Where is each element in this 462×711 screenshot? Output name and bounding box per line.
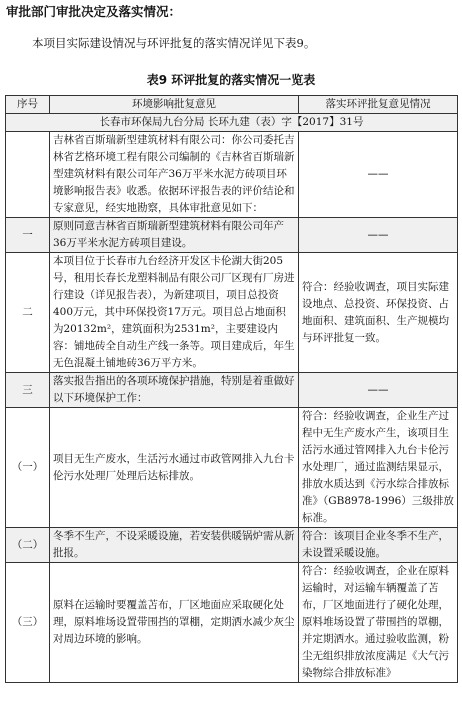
intro-paragraph: 本项目实际建设情况与环评批复的落实情况详见下表9。 bbox=[32, 36, 316, 50]
header-opinion: 环境影响批复意见 bbox=[50, 96, 299, 114]
approval-table bbox=[5, 95, 458, 683]
row-status: 符合：该项目企业冬季不生产，未设置采暖设施。 bbox=[299, 528, 458, 563]
table-row bbox=[6, 528, 458, 563]
row-status: 符合：经验收调查，企业生产过程中无生产废水产生，该项目生活污水通过管网排入九台卡伦污水处理厂，通过监测结果显示，排放水质达到《污水综合排放标准》（GB8978-1996）三级排放标准。 bbox=[299, 408, 458, 528]
header-row bbox=[6, 96, 458, 114]
row-status: —— bbox=[299, 373, 458, 408]
table-row bbox=[6, 373, 458, 408]
table-row bbox=[6, 408, 458, 528]
row-status: —— bbox=[299, 132, 458, 218]
row-seq: 三 bbox=[6, 373, 50, 408]
section-heading: 审批部门审批决定及落实情况： bbox=[6, 4, 182, 19]
row-opinion: 本项目位于长春市九台经济开发区卡伦湖大街205号，租用长春长龙塑料制品有限公司厂区现有厂房进行建设（详见报告表），为新建项目，项目总投资400万元，其中环保投资17万元。项目总占地面积为20132m²，建筑面积为2531m²，主要建设内容：铺地砖全自动生产线一条等。项目建成后，年生无色混凝土铺地砖36万平方米。 bbox=[50, 253, 299, 373]
row-status: 符合：经验收调查，企业在原料运输时，对运输车辆覆盖了苫布，厂区地面进行了硬化处理，原料堆场设置了带围挡的罩棚，并定期洒水。通过验收监测，粉尘无组织排放浓度满足《大气污染物综合排放标准》 bbox=[299, 563, 458, 683]
row-seq: （一） bbox=[6, 408, 50, 528]
row-seq bbox=[6, 132, 50, 218]
header-status: 落实环评批复意见情况 bbox=[299, 96, 458, 114]
row-opinion: 项目无生产废水，生活污水通过市政管网排入九台卡伦污水处理厂处理后达标排放。 bbox=[50, 408, 299, 528]
table-row bbox=[6, 218, 458, 253]
row-seq: 一 bbox=[6, 218, 50, 253]
table-row bbox=[6, 253, 458, 373]
header-seq: 序号 bbox=[6, 96, 50, 114]
row-status: —— bbox=[299, 218, 458, 253]
subtitle-row bbox=[6, 114, 458, 132]
row-status: 符合：经验收调查，项目实际建设地点、总投资、环保投资、占地面积、建筑面积、生产规模均与环评批复一致。 bbox=[299, 253, 458, 373]
row-opinion: 落实报告指出的各项环境保护措施，特别是着重做好以下环境保护工作： bbox=[50, 373, 299, 408]
row-seq: （三） bbox=[6, 563, 50, 683]
table-row bbox=[6, 563, 458, 683]
row-opinion: 吉林省百斯瑞新型建筑材料有限公司：你公司委托吉林省艺格环境工程有限公司编制的《吉林省百斯瑞新型建筑材料有限公司年产36万平米水泥方砖项目环境影响报告表》收悉。依据环评报告表的评价结论和专家意见，经实地勘察，具体审批意见如下： bbox=[50, 132, 299, 218]
row-seq: 二 bbox=[6, 253, 50, 373]
row-opinion: 原则同意吉林省百斯瑞新型建筑材料有限公司年产36万平米水泥方砖项目建设。 bbox=[50, 218, 299, 253]
approval-document-title: 长春市环保局九台分局 长环九建（表）字【2017】31号 bbox=[6, 114, 458, 132]
row-opinion: 冬季不生产，不设采暖设施，若安装供暖锅炉需从新批报。 bbox=[50, 528, 299, 563]
table-row bbox=[6, 132, 458, 218]
row-opinion: 原料在运输时要覆盖苫布，厂区地面应采取硬化处理，原料堆场设置带围挡的罩棚，定期洒水减少灰尘对周边环境的影响。 bbox=[50, 563, 299, 683]
table-caption: 表9 环评批复的落实情况一览表 bbox=[146, 73, 316, 87]
row-seq: （二） bbox=[6, 528, 50, 563]
